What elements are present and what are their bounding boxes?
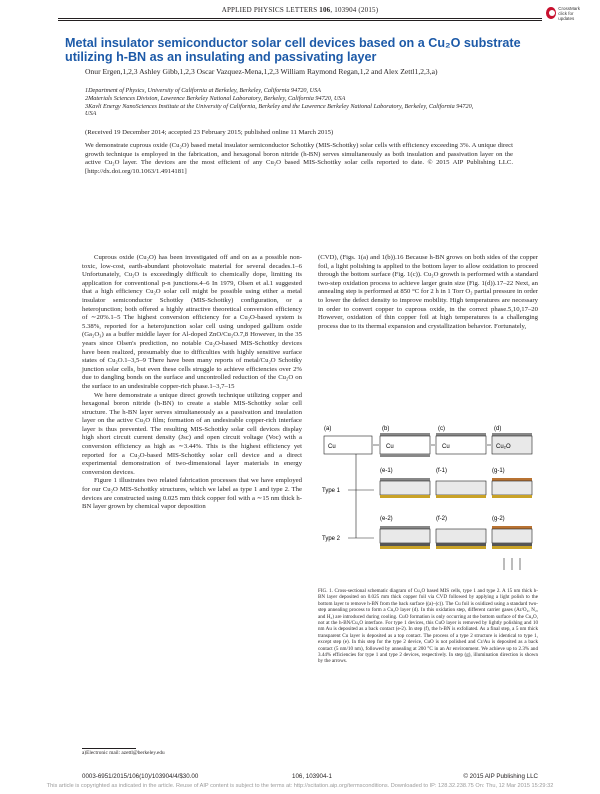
footer-copyright: © 2015 AIP Publishing LLC [463, 773, 538, 780]
affiliation-2: 2Materials Sciences Division, Lawrence Berkeley National Laboratory, Berkeley, California 94720, USA [85, 94, 346, 102]
journal-volume: 106 [319, 6, 331, 14]
fig-b-hbn-top [380, 433, 430, 436]
fig-c-hbn-top [436, 433, 486, 436]
fig-e1-cu2o [380, 481, 430, 495]
fig-label-g2: (g-2) [492, 516, 505, 522]
journal-header [0, 6, 600, 14]
fig-e2-hbn [380, 526, 430, 529]
paragraph-fabrication: Figure 1 illustrates two related fabrication processes that we have employed for our Cu₂O MIS-Schottky structures, which we label as type 1 and type 2. The devices are constructed using 0.025 mm thick copper foil with a ∼15 nm thick h-BN layer grown by chemical vapor deposition [82, 477, 302, 511]
fig-c-cu-text: Cu [442, 444, 450, 450]
affiliation-3: 3Kavli Energy NanoSciences Institute at the University of California, Berkeley and the Lawrence Berkeley National Laboratory, Berkeley, California 94720, USA [85, 102, 474, 118]
figure-caption: FIG. 1. Cross-sectional schematic diagram of Cu₂O based MIS cells, type 1 and type 2. A 15 nm thick h-BN layer deposited on 0.025 mm thick copper foil via CVD followed by applying a light polish to the bottom layer to remove h-BN from the back surface ((a)–(c)). The Cu foil is oxidized using a standard two-step annealing process to form a Cu₂O layer (d). In this oxidation step, different carrier gases (Ar/O₂, N₂, and H₂) are introduced during cooling. CuO formation is only occurring at the bottom surface of the Cu₂O, not at the h-BN/Cu₂O interface. For type 1 devices, this CuO layer is removed by lightly polishing and 10 nm Au is deposited as a back contact (e-2). In step (f), the h-BN is exfoliated. As a final step, a 5 nm thick transparent Cu layer is deposited as a top contact. The process of a type 2 structure is identical to type 1, except step (e). In this step for the type 2 device, CuO is not polished and Cr/Au is deposited as a back contact (5 nm/10 nm), followed by annealing at 200 °C in an Ar environment. We achieve up to 2.3% and 3.44% efficiencies for type 1 and type 2 devices, respectively. In step (g), illumination direction is shown by the arrows. [318, 588, 538, 665]
fig-label-f1: (f-1) [436, 468, 447, 474]
fig-f1-au [436, 495, 486, 498]
page-footer [82, 773, 538, 780]
fig-label-a: (a) [324, 426, 332, 432]
fig-d-cu2o-text: Cu₂O [496, 444, 511, 450]
fig-illumination-arrows [504, 558, 520, 570]
fig-g1-cu2o [492, 481, 532, 495]
crossmark-logo[interactable] [546, 5, 586, 21]
footer-page: 106, 103904-1 [292, 773, 332, 780]
figure-1 [318, 418, 538, 588]
fig-label-e1: (e-1) [380, 468, 393, 474]
paragraph-demo: We here demonstrate a unique direct growth technique utilizing copper and hexagonal boron nitride (h-BN) to create a stable MIS-Schottky solar cell structure. The h-BN layer serves simultaneously as a passivation and insulation layer on the active Cu₂O film; formation of an undesirable copper-rich interface layer is thus prevented. The resulting MIS-Schottky solar cell devices display high short circuit current density (Jsc) and open circuit voltage (Voc) with a conversion efficiency as high as ∼3.44%. This is the highest efficiency yet reported for a Cu₂O-based MIS-Schottky solar cell device and a direct experimental demonstration of two-dimensional layer materials in energy conversion devices. [82, 391, 302, 476]
fig-g2-crau [492, 546, 532, 549]
fig-f2-cu2o [436, 529, 486, 543]
footer-issn: 0003-6951/2015/106(10)/103904/4/$30.00 [82, 773, 199, 780]
fig-f1-cu2o [436, 481, 486, 495]
fig-g1-cu-top [492, 478, 532, 481]
fig-a-cu-text: Cu [328, 444, 336, 450]
fig-e2-cuo [380, 543, 430, 546]
download-watermark: This article is copyrighted as indicated in the article. Reuse of AIP content is subject to the terms at: http://scitation.aip.org/termsconditions. Downloaded to IP: 128.32.238.75 On: Thu, 12 Mar 2015 15:29:32 [46, 783, 554, 789]
fig-f2-crau [436, 546, 486, 549]
fig-g2-cu2o [492, 529, 532, 543]
crossmark-icon [546, 7, 556, 19]
footnote-rule [82, 748, 136, 749]
fig-e2-cu2o [380, 529, 430, 543]
column-left [82, 254, 302, 512]
paragraph-intro: Cuprous oxide (Cu₂O) has been investigated off and on as a possible non-toxic, low-cost, earth-abundant photovoltaic material for several decades.1–6 Unfortunately, Cu₂O is exceedingly difficult to chemically dope, limiting its application for conventional p-n junctions.4–6 In 1979, Olsen et al.1 suggested that a high efficiency Cu₂O solar cell might be possible using either a metal insulator semiconductor Schottky (MIS-Schottky) configuration, or a heterojunction; both offered a highly attractive theoretical conversion efficiency of ∼20%.1–5 The highest conversion efficiency for a Cu₂O-based system is 5.38%, reported for a heterojunction solar cell using undoped gallium oxide (Ga₂O₃) as a buffer middle layer for Al-doped ZnO/Cu₂O.7,8 However, in the 35 years since Olsen's prediction, no notable Cu₂O-based MIS-Schottky devices have been realized, presumably due to difficulties with highly sensitive surface states of Cu₂O.1–3,5–9 There have been many reports of metal/Cu₂O Schottky junction solar cells, but even these cells struggle to achieve efficiencies over 2% due to dangling bonds on the surface and uncontrolled reduction of the Cu₂O on the surface to an undesirable copper-rich phase.1–3,7–15 [82, 254, 302, 390]
fig-label-b: (b) [382, 426, 390, 432]
fig-g2-cuo [492, 543, 532, 546]
fig-f2-cuo [436, 543, 486, 546]
fig-type1-label: Type 1 [322, 488, 341, 494]
fig-b-cu-text: Cu [386, 444, 394, 450]
affiliation-1: 1Department of Physics, University of California at Berkeley, Berkeley, California 94720, USA [85, 87, 321, 94]
fig-e1-au [380, 495, 430, 498]
header-rule [58, 18, 542, 19]
fig-label-f2: (f-2) [436, 516, 447, 522]
column-right [318, 254, 538, 331]
header-rule-2 [58, 20, 542, 21]
fig-type2-label: Type 2 [322, 536, 341, 542]
fig-label-g1: (g-1) [492, 468, 505, 474]
crossmark-label: CrossMark [558, 5, 581, 11]
author-list: Onur Ergen,1,2,3 Ashley Gibb,1,2,3 Oscar Vazquez-Mena,1,2,3 William Raymond Regan,1,2 and Alex Zettl1,2,3,a) [85, 67, 438, 76]
journal-article-id: , 103904 (2015) [330, 6, 379, 14]
paragraph-cvd: (CVD), (Figs. 1(a) and 1(b)).16 Because h-BN grows on both sides of the copper foil, a light polishing is applied to the bottom layer to allow oxidation to proceed through the bottom surface (Fig. 1(c)). Cu₂O growth is performed with a standard two-step oxidation process to achieve larger grain size (Fig. 1(d)).17–22 Next, an annealing step is performed at 850 °C for 2 h in 1 Torr O₂ partial pressure in order to lower the defect density to improve mobility. High temperatures are necessary in order to convert copper to cuprous oxide, in the correct phase.5,10,17–20 However, oxidation of thin copper foil at high temperatures is a challenging process due to its thermal expansion and crystallization behavior. Fortunately, [318, 254, 538, 330]
fig-g1-au [492, 495, 532, 498]
fig-label-d: (d) [494, 426, 502, 432]
fig-label-c: (c) [438, 426, 445, 432]
fig-e1-hbn [380, 478, 430, 481]
paper-title: Metal insulator semiconductor solar cell devices based on a Cu₂O substrate utilizing h-BN as an insulating and passivating layer [65, 36, 521, 64]
fig-label-e2: (e-2) [380, 516, 393, 522]
fig-e2-crau [380, 546, 430, 549]
fig-b-hbn-bottom [380, 454, 430, 457]
journal-name: APPLIED PHYSICS LETTERS [221, 6, 318, 14]
affiliations [85, 87, 485, 118]
received-dates: (Received 19 December 2014; accepted 23 February 2015; published online 11 March 2015) [85, 129, 334, 136]
fig-g2-cu-top [492, 526, 532, 529]
crossmark-sublabel: click for updates [558, 10, 575, 21]
fig-d-hbn-top [492, 433, 532, 436]
footnote: a)Electronic mail: azettl@berkeley.edu [82, 750, 165, 756]
abstract: We demonstrate cuprous oxide (Cu₂O) based metal insulator semiconductor Schottky (MIS-Schottky) solar cells with efficiency exceeding 3%. A unique direct growth technique is employed in the fabrication, and hexagonal boron nitride (h-BN) serves simultaneously as both insulation and passivation layer on the active Cu₂O layer. The devices are the most efficient of any Cu₂O based MIS-Schottky solar cells reported to date. © 2015 AIP Publishing LLC. [http://dx.doi.org/10.1063/1.4914181] [85, 142, 513, 175]
